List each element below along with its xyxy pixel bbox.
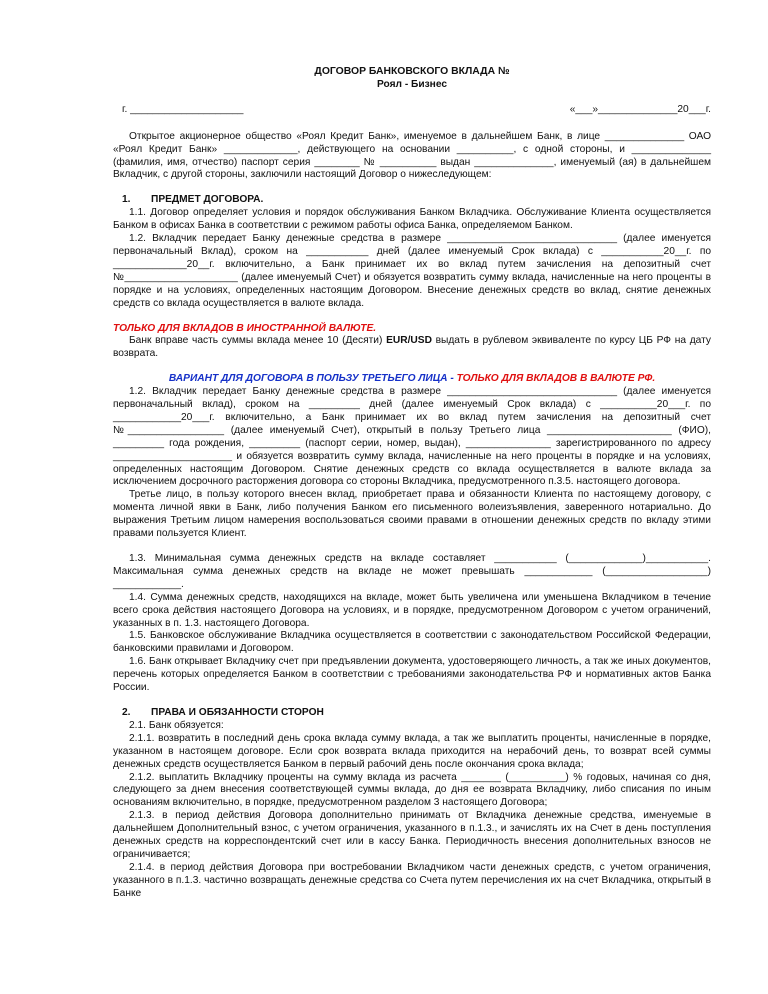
city-field: г. ____________________ (122, 103, 244, 115)
clause-2-1-4-wrapper (113, 861, 711, 899)
clause-2-1-1: 2.1.1. возвратить в последний день срока вклада сумму вклада, а так же выплатить проценты, начисленные в порядке, указанном в настоящем договоре. Если срок возврата вклада приходится на нерабочий день, то возврат всей суммы денежных средств осуществляется Банком в первый рабочий день после окончания срока вклада; (113, 732, 711, 770)
clause-2-1-4: 2.1.4. в период действия Договора при востребовании Вкладчиком части денежных средств, с учетом ограничения, указанного в п.1.3. частично возвращать денежные средства со Счета путем перечисления их на счет Вкладчика, открытый в Банке (113, 861, 711, 899)
clause-1-5: 1.5. Банковское обслуживание Вкладчика осуществляется в соответствии с законодательством Российской Федерации, банковскими правилами и Договором. (113, 630, 711, 655)
document-subtitle: Роял - Бизнес (376, 78, 448, 90)
section-2-heading (113, 707, 711, 720)
intro-paragraph: Открытое акционерное общество «Роял Кредит Банк», именуемое в дальнейшем Банк, в лице ______________ ОАО «Роял Кредит Банк» _____________, действующего на основании __________, с одной стороны, и ______________ (фамилия, имя, отчество) паспорт серия ________ № __________ выдан ______________, именуемый (ая) в дальнейшем Вкладчик, с другой стороны, заключили настоящий Договор о нижеследующем: (113, 130, 711, 181)
clause-1-3: 1.3. Минимальная сумма денежных средств на вкладе составляет ___________ (_____________)___________. Максимальная сумма денежных средств на вкладе не может превышать ____________ (__________________) ____________. (113, 553, 711, 590)
clause-1-1: 1.1. Договор определяет условия и порядок обслуживания Банком Вкладчика. Обслуживание Клиента осуществляется Банком в офисах Банка в соответствии с режимом работы офиса Банка, определяемом Банком. (113, 207, 711, 232)
third-party-heading-blue: ВАРИАНТ ДЛЯ ДОГОВОРА В ПОЛЬЗУ ТРЕТЬЕГО ЛИЦА - (168, 373, 457, 385)
third-party-heading-red: ТОЛЬКО ДЛЯ ВКЛАДОВ В ВАЛЮТЕ РФ. (456, 373, 656, 385)
foreign-text-before: Банк вправе часть суммы вклада менее 10 (Десяти) (129, 335, 387, 347)
section-2-title: ПРАВА И ОБЯЗАННОСТИ СТОРОН (151, 706, 324, 718)
clause-1-6: 1.6. Банк открывает Вкладчику счет при предъявлении документа, удостоверяющего личность, а так же иных документов, перечень которых определяется Банком в соответствии с требованиями законодательства РФ и нормативных актов Банка России. (113, 656, 711, 694)
third-party-rights-paragraph: Третье лицо, в пользу которого внесен вклад, приобретает права и обязанности Клиента по настоящему договору, с момента личной явки в Банк, либо получения Банком его письменного волеизъявления, заверенного нотариально. До выражения Третьим лицом намерения воспользоваться своими правами в отношении денежных средств по вкладу этими правами пользуется Клиент. (113, 489, 711, 540)
clause-2-1-2: 2.1.2. выплатить Вкладчику проценты на сумму вклада из расчета _______ (__________) % годовых, начиная со дня, следующего за днем внесения соответствующей суммы вклада, до дня ее возврата Вкладчику, либо списания по иным основаниям включительно, в порядке, предусмотренном разделом 3 настоящего Договора; (113, 771, 711, 809)
foreign-currency-code: EUR/USD (386, 335, 432, 347)
clause-2-1: 2.1. Банк обязуется: (129, 719, 224, 731)
foreign-currency-paragraph (113, 335, 711, 361)
section-1-title: ПРЕДМЕТ ДОГОВОРА. (151, 194, 264, 206)
date-field: «___»______________20___г. (569, 103, 711, 115)
third-party-heading (113, 373, 711, 386)
document-title: ДОГОВОР БАНКОВСКОГО ВКЛАДА № (314, 66, 510, 77)
section-1-heading (113, 194, 711, 207)
clause-2-1-3: 2.1.3. в период действия Договора дополнительно принимать от Вкладчика денежные средства, именуемые в дальнейшем Дополнительный взнос, с учетом ограничения, указанного в п.1.3., и зачислять их на Счет в день поступления денежных средств на корреспондентский счет или в кассу Банка. Периодичность внесения дополнительных взносов не ограничивается; (113, 810, 711, 860)
foreign-text-after: выдать в рублевом эквиваленте по курсу ЦБ РФ на дату возврата. (113, 335, 711, 360)
clause-1-4: 1.4. Сумма денежных средств, находящихся на вкладе, может быть увеличена или уменьшена Вкладчиком в течение всего срока действия настоящего Договора на условиях, и в порядке, предусмотренном Договором с учетом ограничений, указанных в п. 1.3. настоящего Договора. (113, 591, 711, 629)
clause-1-2: 1.2. Вкладчик передает Банку денежные средства в размере ______________________________ (далее именуется первоначальный Вклад), сроком на ___________ дней (далее именуемый Срок вклада) с ___________20__г. по _____________20__г. включительно, а Банк принимает их во вклад путем зачисления на депозитный счет №____________________ (далее именуемый Счет) и обязуется возвратить сумму вклада, начисленные на него проценты в порядке и на условиях, определенных настоящим Договором. Внесение денежных средств во вклад, снятие денежных средств со вклада осуществляется в валюте вклада. (113, 233, 711, 309)
section-2-number: 2. (122, 706, 131, 718)
city-date-line (113, 104, 711, 117)
third-party-clause-1-2: 1.2. Вкладчик передает Банку денежные средства в размере ______________________________ (далее именуется первоначальный вклад), сроком на _________ дней (далее именуемый Срок вклада) с __________20___г. по ____________20___г. включительно, а Банк принимает их во вклад путем зачисления на депозитный счет №_________________ (далее именуемый Счет), открытый в пользу Третьего лица ______________________ (ФИО), _________ года рождения, _________ (паспорт серии, номер, выдан), _______________ зарегистрированного по адресу _____________________ и обязуется возвратить сумму вклада, начисленные на него проценты в порядке и на условиях, определенных настоящим Договором. Снятие денежных средств со вклада осуществляется в валюте вклада за исключением досрочного расторжения договора со стороны Вкладчика, предусмотренного п.3.5. настоящего договора. (113, 386, 711, 488)
section-1-number: 1. (122, 194, 131, 206)
foreign-currency-heading: ТОЛЬКО ДЛЯ ВКЛАДОВ В ИНОСТРАННОЙ ВАЛЮТЕ. (113, 322, 377, 334)
